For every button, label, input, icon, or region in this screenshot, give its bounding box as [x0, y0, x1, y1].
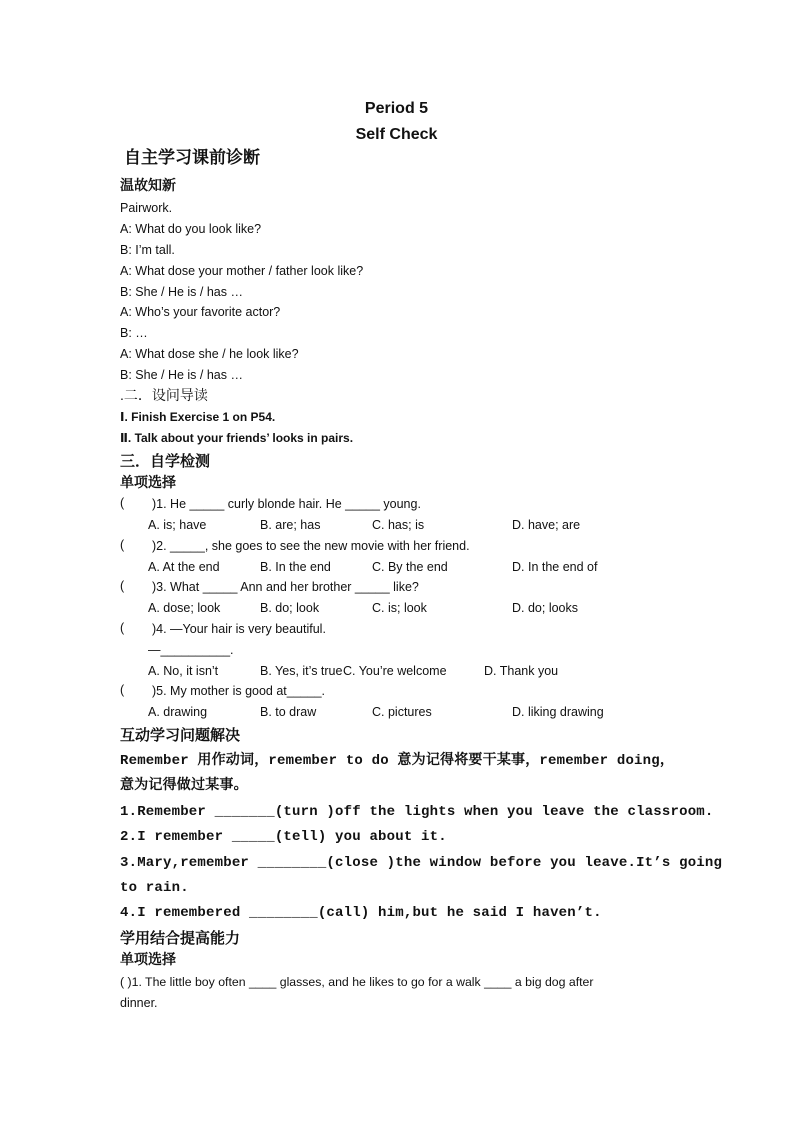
answer-paren: (	[120, 683, 125, 697]
dialogue-line: A: What do you look like?	[120, 222, 262, 236]
exercise-item: 2.I remember _____(tell) you about it.	[120, 829, 447, 845]
option: A. is; have	[148, 518, 207, 532]
exercise-item: 1.Remember _______(turn )off the lights when you leave the classroom.	[120, 804, 714, 820]
option: A. No, it isn’t	[148, 664, 219, 678]
dialogue-line: A: Who’s your favorite actor?	[120, 305, 281, 319]
page-subtitle: Self Check	[355, 126, 438, 143]
option: C. pictures	[372, 705, 432, 719]
option: D. Thank you	[484, 664, 559, 678]
question-stem: )1. He _____ curly blonde hair. He _____ young.	[152, 497, 421, 511]
guide-item: Ⅰ. Finish Exercise 1 on P54.	[120, 410, 276, 424]
question-stem: )3. What _____ Ann and her brother _____ like?	[152, 580, 419, 594]
question-stem-continued: dinner.	[120, 996, 158, 1010]
dialogue-line: B: …	[120, 326, 148, 340]
exercise-item: 4.I remembered ________(call) him,but he said I haven’t.	[120, 905, 602, 921]
option: A. drawing	[148, 705, 208, 719]
option: C. has; is	[372, 518, 425, 532]
answer-paren: (	[120, 496, 125, 510]
dialogue-line: A: What dose your mother / father look like?	[120, 264, 364, 278]
question-stem: )5. My mother is good at_____.	[152, 684, 326, 698]
page-title: Period 5	[364, 100, 429, 117]
exercise-item: to rain.	[120, 880, 189, 896]
question-stem: ( )1. The little boy often ____ glasses, and he likes to go for a walk ____ a big dog after	[120, 975, 594, 989]
exercise-item: 3.Mary,remember ________(close )the window before you leave.It’s going	[120, 855, 723, 871]
option: B. do; look	[260, 601, 320, 615]
option: B. Yes, it’s true	[260, 664, 343, 678]
answer-paren: (	[120, 579, 125, 593]
dialogue-line: B: She / He is / has …	[120, 368, 243, 382]
option: B. are; has	[260, 518, 321, 532]
grammar-note: 意为记得做过某事。	[120, 778, 248, 794]
guide-item: Ⅱ. Talk about your friends’ looks in pairs.	[120, 431, 354, 445]
question-response-line: —__________.	[148, 643, 234, 657]
dialogue-line: Pairwork.	[120, 201, 173, 215]
answer-paren: (	[120, 621, 125, 635]
section-subheading-choice: 单项选择	[120, 475, 176, 491]
dialogue-line: B: I’m tall.	[120, 243, 175, 257]
answer-paren: (	[120, 538, 125, 552]
option: B. In the end	[260, 560, 331, 574]
section-heading-guide: .二．设问导读	[120, 387, 208, 403]
option: D. do; looks	[512, 601, 579, 615]
section-subheading-review: 温故知新	[120, 178, 176, 194]
option: D. liking drawing	[512, 705, 604, 719]
option: D. have; are	[512, 518, 581, 532]
section-subheading-choice: 单项选择	[120, 952, 176, 968]
section-heading-selftest: 三．自学检测	[120, 452, 211, 470]
dialogue-line: A: What dose she / he look like?	[120, 347, 299, 361]
question-stem: )4. —Your hair is very beautiful.	[152, 622, 326, 636]
option: A. At the end	[148, 560, 220, 574]
section-heading-interactive: 互动学习问题解决	[120, 726, 241, 744]
section-heading-application: 学用结合提高能力	[120, 929, 241, 947]
question-stem: )2. _____, she goes to see the new movie with her friend.	[152, 539, 470, 553]
grammar-note: Remember 用作动词，remember to do 意为记得将要干某事，remember doing，	[120, 753, 675, 769]
option: A. dose; look	[148, 601, 221, 615]
option: C. You’re welcome	[343, 664, 447, 678]
dialogue-line: B: She / He is / has …	[120, 285, 243, 299]
option: C. is; look	[372, 601, 427, 615]
section-heading-preview: 自主学习课前诊断	[124, 148, 260, 168]
option: D. In the end of	[512, 560, 598, 574]
option: C. By the end	[372, 560, 448, 574]
option: B. to draw	[260, 705, 317, 719]
